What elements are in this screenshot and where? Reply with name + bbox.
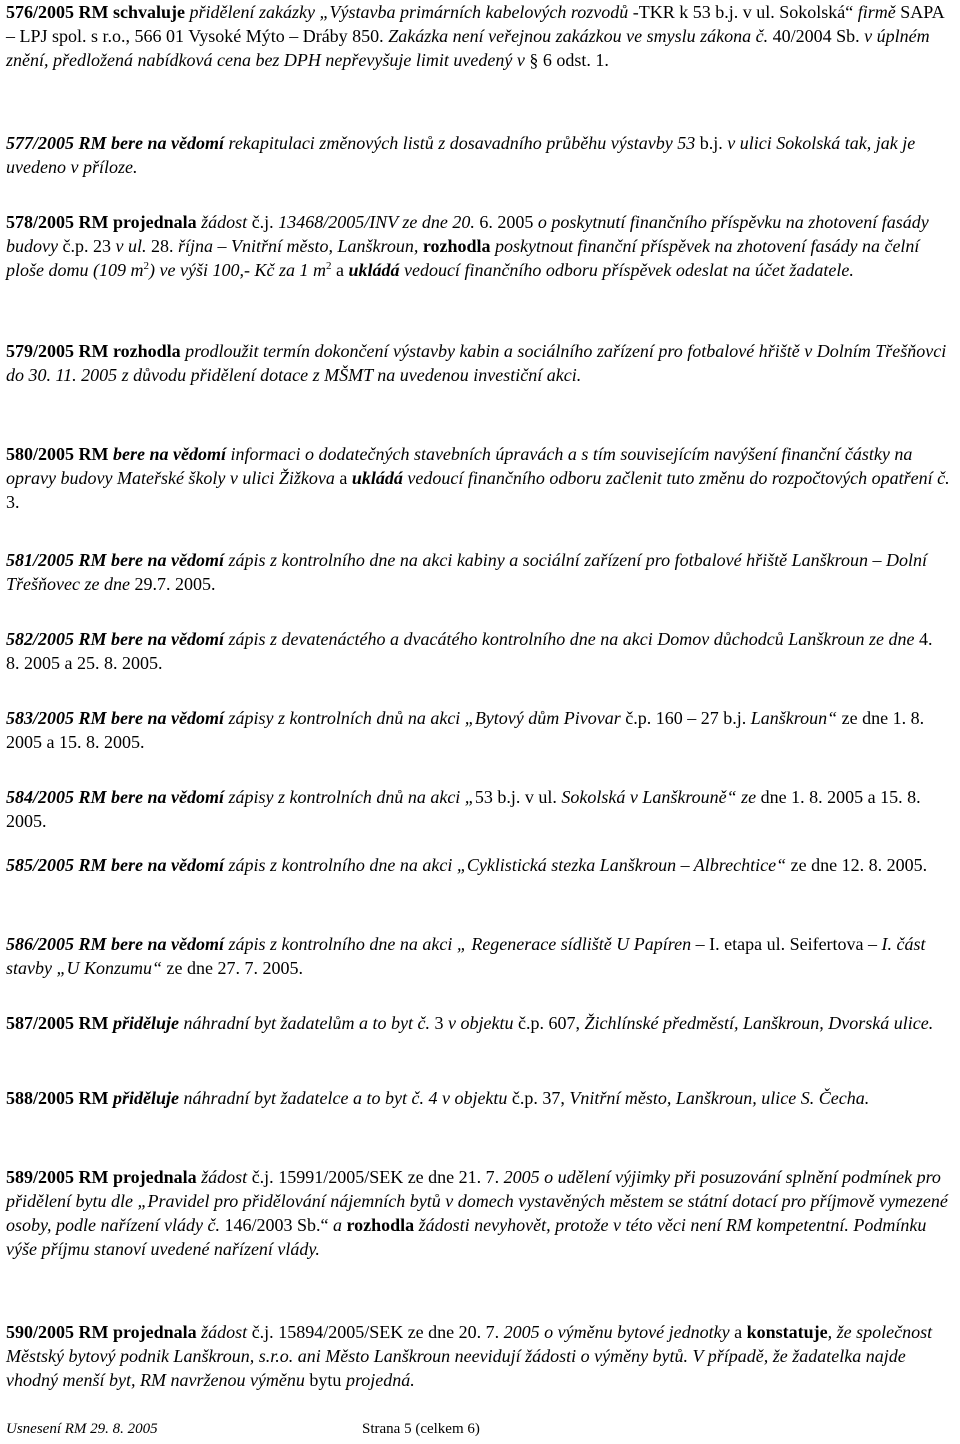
- resolution-text-segment: října – Vnitřní město, Lanškroun,: [177, 236, 423, 256]
- resolution-text-segment: 579/2005 RM rozhodla: [6, 341, 186, 361]
- resolution-text-segment: a: [339, 468, 352, 488]
- resolution-text-segment: I. část stavby „U Konzumu“: [6, 934, 926, 978]
- resolution-text-segment: žádost: [201, 1167, 252, 1187]
- resolution-590: [6, 1320, 950, 1392]
- resolution-text-segment: SAPA – LPJ spol. s r.o., 566 01 Vysoké Mýto – Dráby 850.: [6, 2, 944, 46]
- resolution-text-segment: přidělení zakázky „Výstavba primárních kabelových rozvodů: [189, 2, 633, 22]
- resolution-588: [6, 1086, 950, 1110]
- resolution-text-segment: zápis z devatenáctého a dvacátého kontrolního dne na akci Domov důchodců Lanškroun ze dne: [228, 629, 920, 649]
- resolution-text-segment: v objektu: [447, 1013, 518, 1033]
- resolution-582: [6, 627, 950, 675]
- resolution-587: [6, 1011, 950, 1035]
- resolution-text-segment: v úplném znění, předložená nabídková cena bez DPH nepřevyšuje limit uvedený v: [6, 26, 930, 70]
- resolution-text-segment: 581/2005 RM bere na vědomí: [6, 550, 229, 570]
- resolution-text-segment: bere na vědomí: [113, 444, 231, 464]
- resolution-text-segment: č.p. 607,: [517, 1013, 585, 1033]
- resolution-text-segment: Sokolská v Lanškrouně“ ze: [561, 787, 761, 807]
- resolution-text-segment: bytu: [309, 1370, 346, 1390]
- resolution-text-segment: v ul.: [115, 236, 151, 256]
- resolution-text-segment: a: [734, 1322, 747, 1342]
- resolution-text-segment: firmě: [857, 2, 901, 22]
- resolution-579: [6, 339, 950, 387]
- resolution-text-segment: 2005 o výměnu bytové jednotky: [503, 1322, 735, 1342]
- resolution-text-segment: 13468/2005/INV ze dne 20.: [278, 212, 480, 232]
- resolution-text-segment: č.j.: [251, 1167, 279, 1187]
- resolution-text-segment: přiděluje: [113, 1013, 184, 1033]
- resolution-text-segment: informaci o dodatečných stavebních úpravách a s tím souvisejícím navýšení finanční částky na opravy budovy Mateřské školy v ulici Žižkova: [6, 444, 913, 488]
- resolution-589: [6, 1165, 950, 1261]
- resolution-text-segment: 53 b.j. v ul.: [474, 787, 562, 807]
- resolution-text-segment: žádost: [201, 212, 252, 232]
- resolution-text-segment: 2: [325, 260, 332, 272]
- footer-date: Usnesení RM 29. 8. 2005: [6, 1421, 158, 1437]
- resolution-text-segment: konstatuje: [746, 1322, 828, 1342]
- resolution-text-segment: 585/2005 RM bere na vědomí: [6, 855, 229, 875]
- resolution-text-segment: 576/2005 RM schvaluje: [6, 2, 190, 22]
- resolution-text-segment: 582/2005 RM bere na vědomí: [6, 629, 229, 649]
- resolution-583: [6, 706, 950, 754]
- resolution-text-segment: 589/2005 RM projednala: [6, 1167, 202, 1187]
- resolution-text-segment: 577/2005 RM bere na vědomí: [6, 133, 229, 153]
- resolution-text-segment: Žichlínské předměstí, Lanškroun, Dvorská ulice.: [584, 1013, 934, 1033]
- resolution-text-segment: 2005 o udělení výjimky při posuzování splnění podmínek pro přidělení bytu dle „Pravidel pro přidělování nájemních bytů v domech vystavěných městem se státní dotací pro příjmově vymezené osoby, podle nařízení vlády č.: [6, 1167, 948, 1235]
- resolution-text-segment: zápisy z kontrolních dnů na akci „Bytový dům Pivovar: [228, 708, 626, 728]
- resolution-text-segment: 3.: [6, 492, 20, 512]
- resolution-text-segment: projedná.: [345, 1370, 415, 1390]
- resolution-text-segment: vedoucí finančního odboru začlenit tuto změnu do rozpočtových opatření č.: [407, 468, 950, 488]
- resolution-text-segment: přiděluje: [113, 1088, 184, 1108]
- resolution-text-segment: 15894/2005/SEK ze dne 20. 7.: [278, 1322, 504, 1342]
- resolution-text-segment: b.j.: [699, 133, 728, 153]
- resolution-text-segment: 29.7. 2005.: [134, 574, 216, 594]
- resolution-585: [6, 853, 950, 877]
- resolution-text-segment: Zakázka není veřejnou zakázkou ve smyslu zákona č.: [388, 26, 773, 46]
- resolution-text-segment: 584/2005 RM bere na vědomí: [6, 787, 229, 807]
- resolution-text-segment: poskytnout finanční příspěvek na zhotovení fasády na čelní ploše domu (109 m: [6, 236, 920, 280]
- resolution-text-segment: 580/2005 RM: [6, 444, 113, 464]
- resolution-581: [6, 548, 950, 596]
- resolution-text-segment: 146/2003 Sb.“: [224, 1215, 333, 1235]
- resolution-text-segment: zápis z kontrolního dne na akci kabiny a sociální zařízení pro fotbalové hřiště Lanškroun – Dolní Třešňovec ze dne: [6, 550, 927, 594]
- resolution-text-segment: Lanškroun“: [750, 708, 842, 728]
- resolution-580: [6, 442, 950, 514]
- resolution-text-segment: 2: [143, 260, 149, 272]
- resolution-text-segment: 578/2005 RM projednala: [6, 212, 202, 232]
- resolution-text-segment: ze dne 1. 8. 2005 a 15. 8. 2005.: [6, 708, 925, 752]
- resolution-text-segment: 588/2005 RM: [6, 1088, 113, 1108]
- resolution-text-segment: a: [331, 260, 349, 280]
- resolution-text-segment: 3: [434, 1013, 448, 1033]
- resolution-text-segment: ze dne 27. 7. 2005.: [166, 958, 303, 978]
- resolution-text-segment: náhradní byt žadatelům a to byt č.: [183, 1013, 435, 1033]
- resolution-text-segment: zápisy z kontrolních dnů na akci „: [228, 787, 475, 807]
- resolution-577: [6, 131, 950, 179]
- resolution-text-segment: 6. 2005: [479, 212, 538, 232]
- resolution-text-segment: ze dne 12. 8. 2005.: [790, 855, 928, 875]
- resolution-text-segment: dne 1. 8. 2005 a 15. 8. 2005.: [6, 787, 921, 831]
- resolution-text-segment: 583/2005 RM bere na vědomí: [6, 708, 229, 728]
- resolution-text-segment: č.j.: [251, 212, 279, 232]
- resolution-text-segment: žádosti nevyhovět, protože v této věci není RM kompetentní. Podmínku výše příjmu stanoví uvedené nařízení vlády.: [6, 1215, 927, 1259]
- resolution-text-segment: 40/2004 Sb.: [772, 26, 865, 46]
- resolution-text-segment: č.p. 23: [62, 236, 116, 256]
- resolution-text-segment: v ulici Sokolská tak, jak je uvedeno v příloze.: [6, 133, 916, 177]
- resolution-text-segment: zápis z kontrolního dne na akci „ Regenerace sídliště U Papíren –: [228, 934, 710, 954]
- resolution-text-segment: o poskytnutí finančního příspěvku na zhotovení fasády budovy: [6, 212, 929, 256]
- resolution-text-segment: -TKR k 53 b.j. v ul. Sokolská“: [632, 2, 858, 22]
- resolution-text-segment: prodloužit termín dokončení výstavby kabin a sociálního zařízení pro fotbalové hřiště v Dolním Třešňovci do 30. 11. 2005 z důvodu přidělení dotace z MŠMT na uvedenou investiční akci.: [6, 341, 947, 385]
- resolution-text-segment: 587/2005 RM: [6, 1013, 113, 1033]
- resolution-text-segment: rozhodla: [422, 236, 496, 256]
- resolution-576: [6, 0, 950, 72]
- resolution-586: [6, 932, 950, 980]
- resolution-text-segment: a: [332, 1215, 347, 1235]
- resolution-text-segment: zápis z kontrolního dne na akci „Cyklistická stezka Lanškroun – Albrechtice“: [228, 855, 791, 875]
- footer-page-number: Strana 5 (celkem 6): [362, 1421, 480, 1437]
- resolution-text-segment: 590/2005 RM projednala: [6, 1322, 202, 1342]
- resolution-text-segment: ukládá: [348, 260, 404, 280]
- resolution-578: [6, 210, 950, 282]
- resolution-text-segment: 28.: [150, 236, 178, 256]
- resolution-text-segment: § 6 odst. 1.: [529, 50, 609, 70]
- resolution-text-segment: žádost: [201, 1322, 252, 1342]
- resolution-text-segment: 4. 8. 2005 a 25. 8. 2005.: [6, 629, 933, 673]
- resolution-text-segment: 586/2005 RM bere na vědomí: [6, 934, 229, 954]
- resolution-text-segment: vedoucí finančního odboru příspěvek odeslat na účet žadatele.: [403, 260, 854, 280]
- resolution-text-segment: č.p. 160 – 27 b.j.: [625, 708, 751, 728]
- resolution-text-segment: náhradní byt žadatelce a to byt č. 4 v objektu: [183, 1088, 512, 1108]
- resolution-text-segment: ukládá: [351, 468, 408, 488]
- resolution-text-segment: rozhodla: [346, 1215, 419, 1235]
- resolution-text-segment: č.j.: [251, 1322, 279, 1342]
- resolution-text-segment: Vnitřní město, Lanškroun, ulice S. Čecha.: [569, 1088, 870, 1108]
- resolution-text-segment: 15991/2005/SEK ze dne 21. 7.: [278, 1167, 504, 1187]
- resolution-text-segment: č.p. 37,: [511, 1088, 570, 1108]
- resolution-584: [6, 785, 950, 833]
- resolution-text-segment: I. etapa ul. Seifertova –: [709, 934, 882, 954]
- resolution-text-segment: , že společnost Městský bytový podnik Lanškroun, s.r.o. ani Město Lanškroun neevidují žádosti o výměny bytů. V případě, že žadatelka najde vhodný menší byt, RM navrženou výměnu: [6, 1322, 933, 1390]
- resolution-text-segment: ) ve výši 100,- Kč za 1 m: [149, 260, 326, 280]
- page-footer: [6, 1419, 480, 1439]
- resolution-text-segment: rekapitulaci změnových listů z dosavadního průběhu výstavby 53: [228, 133, 700, 153]
